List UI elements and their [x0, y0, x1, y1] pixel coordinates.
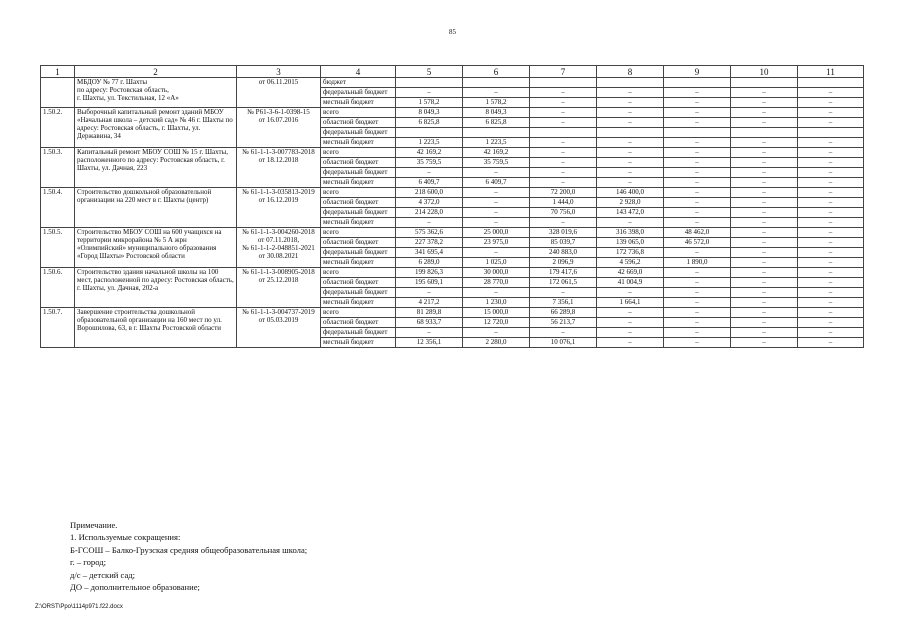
value-cell: – — [798, 118, 864, 128]
value-cell: – — [396, 218, 463, 228]
value-cell: – — [664, 148, 731, 158]
value-cell: 30 000,0 — [463, 268, 530, 278]
value-cell: – — [664, 88, 731, 98]
funding-source: местный бюджет — [321, 178, 396, 188]
value-cell: – — [731, 118, 798, 128]
value-cell: 240 883,0 — [530, 248, 597, 258]
value-cell: – — [463, 328, 530, 338]
value-cell: – — [731, 268, 798, 278]
value-cell: 4 372,0 — [396, 198, 463, 208]
value-cell: – — [463, 248, 530, 258]
col-header: 3 — [237, 66, 321, 78]
value-cell: – — [798, 228, 864, 238]
value-cell: – — [463, 218, 530, 228]
table-row — [41, 108, 864, 118]
col-header: 8 — [597, 66, 664, 78]
value-cell: – — [597, 148, 664, 158]
col-header: 5 — [396, 66, 463, 78]
value-cell: 179 417,6 — [530, 268, 597, 278]
value-cell: 227 378,2 — [396, 238, 463, 248]
value-cell: 4 217,2 — [396, 298, 463, 308]
funding-source: областной бюджет — [321, 318, 396, 328]
value-cell — [463, 78, 530, 88]
page-number: 85 — [449, 28, 456, 36]
value-cell: – — [798, 218, 864, 228]
item-number: 1.50.4. — [41, 188, 75, 228]
table-row — [41, 78, 864, 88]
table-row — [41, 188, 864, 198]
value-cell: 28 770,0 — [463, 278, 530, 288]
value-cell: – — [664, 338, 731, 348]
value-cell: – — [664, 318, 731, 328]
value-cell: – — [664, 208, 731, 218]
value-cell: 218 600,0 — [396, 188, 463, 198]
value-cell: – — [731, 278, 798, 288]
value-cell: – — [463, 288, 530, 298]
value-cell: – — [664, 108, 731, 118]
funding-source: местный бюджет — [321, 258, 396, 268]
value-cell — [731, 78, 798, 88]
value-cell: – — [530, 218, 597, 228]
value-cell: – — [530, 168, 597, 178]
value-cell — [530, 78, 597, 88]
value-cell: – — [798, 188, 864, 198]
item-document: от 06.11.2015 — [237, 78, 321, 108]
funding-source: федеральный бюджет — [321, 208, 396, 218]
value-cell: 25 000,0 — [463, 228, 530, 238]
value-cell: – — [664, 308, 731, 318]
value-cell: – — [798, 88, 864, 98]
value-cell: 172 061,5 — [530, 278, 597, 288]
table-row — [41, 148, 864, 158]
value-cell: – — [396, 328, 463, 338]
value-cell: – — [597, 218, 664, 228]
value-cell: – — [664, 198, 731, 208]
value-cell: – — [664, 248, 731, 258]
value-cell: 42 169,2 — [396, 148, 463, 158]
value-cell: 56 213,7 — [530, 318, 597, 328]
value-cell: – — [731, 258, 798, 268]
funding-source: местный бюджет — [321, 138, 396, 148]
funding-source: местный бюджет — [321, 338, 396, 348]
value-cell: 2 280,0 — [463, 338, 530, 348]
item-name: Строительство МБОУ СОШ на 600 учащихся на территории микрорайона № 5 А жрн «Олимпийский» муниципального образования «Город Шахты» Ростовской области — [75, 228, 237, 268]
value-cell: 15 000,0 — [463, 308, 530, 318]
item-document: № 61-1-1-3-035813-2019 от 16.12.2019 — [237, 188, 321, 228]
value-cell: – — [798, 288, 864, 298]
funding-source: федеральный бюджет — [321, 248, 396, 258]
funding-source: всего — [321, 228, 396, 238]
item-document: № 61-1-1-3-008905-2018 от 25.12.2018 — [237, 268, 321, 308]
value-cell: 1 890,0 — [664, 258, 731, 268]
item-name: Выборочный капитальный ремонт зданий МБОУ «Начальная школа – детский сад» № 46 г. Шахты по адресу: Ростовская область, г. Шахты, ул. Державина, 34 — [75, 108, 237, 148]
funding-source: областной бюджет — [321, 158, 396, 168]
item-name: Строительство дошкольной образовательной организации на 220 мест в г. Шахты (центр) — [75, 188, 237, 228]
value-cell: – — [597, 288, 664, 298]
value-cell: – — [664, 138, 731, 148]
value-cell: 66 289,8 — [530, 308, 597, 318]
item-name: Строительство здания начальной школы на 100 мест, расположенной по адресу: Ростовская область, г. Шахты, ул. Дачная, 202-а — [75, 268, 237, 308]
funding-source: федеральный бюджет — [321, 88, 396, 98]
value-cell: – — [731, 198, 798, 208]
value-cell: 7 356,1 — [530, 298, 597, 308]
value-cell: 8 049,3 — [463, 108, 530, 118]
value-cell: – — [463, 88, 530, 98]
col-header: 6 — [463, 66, 530, 78]
value-cell: – — [664, 278, 731, 288]
value-cell: – — [731, 298, 798, 308]
value-cell: – — [731, 168, 798, 178]
value-cell: 10 076,1 — [530, 338, 597, 348]
value-cell: – — [664, 268, 731, 278]
value-cell: – — [597, 88, 664, 98]
value-cell: – — [664, 218, 731, 228]
value-cell: – — [597, 158, 664, 168]
value-cell: – — [396, 168, 463, 178]
item-number: 1.50.6. — [41, 268, 75, 308]
value-cell: 6 289,0 — [396, 258, 463, 268]
col-header: 2 — [75, 66, 237, 78]
funding-source: областной бюджет — [321, 118, 396, 128]
value-cell: – — [798, 148, 864, 158]
table-row — [41, 308, 864, 318]
value-cell: 316 398,0 — [597, 228, 664, 238]
item-document: № 61-1-1-3-004737-2019 от 05.03.2019 — [237, 308, 321, 348]
col-header: 11 — [798, 66, 864, 78]
value-cell: 1 578,2 — [396, 98, 463, 108]
value-cell: 35 759,5 — [463, 158, 530, 168]
value-cell: 1 444,0 — [530, 198, 597, 208]
value-cell: – — [731, 98, 798, 108]
value-cell: – — [731, 88, 798, 98]
value-cell: – — [597, 138, 664, 148]
funding-source: федеральный бюджет — [321, 328, 396, 338]
value-cell: 41 004,9 — [597, 278, 664, 288]
value-cell: – — [664, 288, 731, 298]
value-cell: – — [731, 148, 798, 158]
value-cell: – — [731, 248, 798, 258]
item-name: МБДОУ № 77 г. Шахты по адресу: Ростовская область, г. Шахты, ул. Текстильная, 12 «А» — [75, 78, 237, 108]
item-number: 1.50.5. — [41, 228, 75, 268]
col-header: 4 — [321, 66, 396, 78]
value-cell: – — [731, 328, 798, 338]
value-cell: 12 720,0 — [463, 318, 530, 328]
value-cell: – — [664, 178, 731, 188]
funding-source: всего — [321, 108, 396, 118]
value-cell: – — [798, 198, 864, 208]
funding-source: областной бюджет — [321, 238, 396, 248]
value-cell: 146 400,0 — [597, 188, 664, 198]
value-cell: 139 065,0 — [597, 238, 664, 248]
value-cell: – — [597, 308, 664, 318]
value-cell: – — [731, 288, 798, 298]
value-cell: 1 223,5 — [396, 138, 463, 148]
value-cell: – — [530, 148, 597, 158]
value-cell: – — [530, 98, 597, 108]
value-cell: 8 049,3 — [396, 108, 463, 118]
notes-line: 1. Используемые сокращения: — [70, 532, 181, 543]
table-header-row — [41, 66, 864, 78]
value-cell: 23 975,0 — [463, 238, 530, 248]
value-cell: 341 695,4 — [396, 248, 463, 258]
value-cell: – — [530, 88, 597, 98]
funding-source: всего — [321, 268, 396, 278]
value-cell: – — [798, 248, 864, 258]
value-cell — [798, 78, 864, 88]
value-cell — [463, 128, 530, 138]
value-cell: 195 609,1 — [396, 278, 463, 288]
notes-section — [70, 519, 307, 593]
funding-source: всего — [321, 188, 396, 198]
value-cell: – — [798, 178, 864, 188]
value-cell: – — [798, 298, 864, 308]
value-cell: 46 572,0 — [664, 238, 731, 248]
value-cell: 35 759,5 — [396, 158, 463, 168]
value-cell: – — [396, 88, 463, 98]
value-cell: – — [530, 118, 597, 128]
col-header: 7 — [530, 66, 597, 78]
value-cell: – — [798, 138, 864, 148]
value-cell: 172 736,8 — [597, 248, 664, 258]
value-cell: – — [731, 318, 798, 328]
value-cell: 6 409,7 — [463, 178, 530, 188]
value-cell: – — [798, 208, 864, 218]
value-cell: – — [463, 168, 530, 178]
notes-title: Примечание. — [70, 520, 118, 530]
value-cell: – — [798, 98, 864, 108]
funding-source: федеральный бюджет — [321, 168, 396, 178]
value-cell: – — [731, 108, 798, 118]
value-cell — [664, 78, 731, 88]
value-cell: – — [530, 138, 597, 148]
value-cell: – — [798, 278, 864, 288]
value-cell: – — [731, 218, 798, 228]
value-cell: 12 356,1 — [396, 338, 463, 348]
value-cell: – — [597, 108, 664, 118]
value-cell: – — [664, 168, 731, 178]
funding-source: федеральный бюджет — [321, 128, 396, 138]
value-cell: – — [396, 288, 463, 298]
value-cell: – — [597, 338, 664, 348]
value-cell: – — [731, 308, 798, 318]
value-cell: 85 039,7 — [530, 238, 597, 248]
value-cell: – — [731, 138, 798, 148]
value-cell: – — [731, 178, 798, 188]
value-cell: 81 289,8 — [396, 308, 463, 318]
value-cell: – — [530, 178, 597, 188]
value-cell: – — [463, 208, 530, 218]
value-cell — [396, 78, 463, 88]
value-cell: – — [798, 318, 864, 328]
value-cell — [530, 128, 597, 138]
value-cell: – — [798, 238, 864, 248]
item-document: № Р61-3-6-1-0398-15 от 16.07.2016 — [237, 108, 321, 148]
value-cell: – — [798, 328, 864, 338]
funding-source: всего — [321, 308, 396, 318]
funding-source: областной бюджет — [321, 198, 396, 208]
value-cell: – — [530, 288, 597, 298]
funding-source: всего — [321, 148, 396, 158]
value-cell: – — [731, 188, 798, 198]
value-cell: – — [664, 298, 731, 308]
value-cell: 6 825,8 — [396, 118, 463, 128]
value-cell: 1 223,5 — [463, 138, 530, 148]
value-cell: – — [597, 328, 664, 338]
value-cell: – — [731, 158, 798, 168]
budget-table — [40, 65, 864, 348]
value-cell: 1 025,0 — [463, 258, 530, 268]
file-path-footer: Z:\ORST\Ppo\1114p971.f22.docx — [35, 604, 123, 610]
funding-source: местный бюджет — [321, 98, 396, 108]
value-cell: – — [798, 158, 864, 168]
funding-source: местный бюджет — [321, 218, 396, 228]
item-number: 1.50.2. — [41, 108, 75, 148]
item-name: Завершение строительства дошкольной образовательной организации на 160 мест по ул. Ворошилова, 63, в г. Шахты Ростовской области — [75, 308, 237, 348]
value-cell: – — [731, 228, 798, 238]
value-cell: – — [463, 188, 530, 198]
col-header: 10 — [731, 66, 798, 78]
value-cell: 143 472,0 — [597, 208, 664, 218]
funding-source: бюджет — [321, 78, 396, 88]
item-number — [41, 78, 75, 108]
value-cell: – — [597, 178, 664, 188]
value-cell — [396, 128, 463, 138]
value-cell: 72 200,0 — [530, 188, 597, 198]
value-cell — [597, 128, 664, 138]
value-cell: – — [597, 98, 664, 108]
value-cell: 68 933,7 — [396, 318, 463, 328]
item-name: Капитальный ремонт МБОУ СОШ № 15 г. Шахты, расположенного по адресу: Ростовская область, г. Шахты, ул. Дачная, 223 — [75, 148, 237, 188]
funding-source: федеральный бюджет — [321, 288, 396, 298]
notes-line: ДО – дополнительное образование; — [70, 582, 200, 593]
value-cell: – — [530, 158, 597, 168]
table-row — [41, 268, 864, 278]
value-cell: – — [798, 258, 864, 268]
table-row — [41, 228, 864, 238]
value-cell: – — [731, 338, 798, 348]
value-cell: – — [664, 98, 731, 108]
value-cell: – — [664, 158, 731, 168]
value-cell: – — [597, 118, 664, 128]
value-cell: 6 825,8 — [463, 118, 530, 128]
value-cell: – — [798, 308, 864, 318]
value-cell: 1 664,1 — [597, 298, 664, 308]
value-cell: 1 230,0 — [463, 298, 530, 308]
value-cell: – — [664, 118, 731, 128]
funding-source: местный бюджет — [321, 298, 396, 308]
value-cell — [597, 78, 664, 88]
value-cell: – — [798, 168, 864, 178]
value-cell: 214 228,0 — [396, 208, 463, 218]
value-cell: – — [798, 338, 864, 348]
col-header: 9 — [664, 66, 731, 78]
value-cell — [664, 128, 731, 138]
value-cell: – — [530, 328, 597, 338]
value-cell: 70 756,0 — [530, 208, 597, 218]
item-document: № 61-1-1-3-007783-2018 от 18.12.2018 — [237, 148, 321, 188]
value-cell: – — [798, 268, 864, 278]
value-cell: 2 928,0 — [597, 198, 664, 208]
value-cell: – — [664, 188, 731, 198]
value-cell: – — [731, 238, 798, 248]
value-cell: – — [597, 318, 664, 328]
value-cell: – — [798, 108, 864, 118]
funding-source: областной бюджет — [321, 278, 396, 288]
value-cell: – — [731, 208, 798, 218]
value-cell: – — [664, 328, 731, 338]
item-document: № 61-1-1-3-004260-2018 от 07.11.2018, № 61-1-1-2-048851-2021 от 30.08.2021 — [237, 228, 321, 268]
notes-line: Б-ГСОШ – Балко-Грузская средняя общеобразовательная школа; — [70, 544, 308, 555]
value-cell — [731, 128, 798, 138]
value-cell: 575 362,6 — [396, 228, 463, 238]
col-header: 1 — [41, 66, 75, 78]
value-cell — [798, 128, 864, 138]
value-cell: 328 019,6 — [530, 228, 597, 238]
value-cell: 48 462,0 — [664, 228, 731, 238]
value-cell: – — [597, 168, 664, 178]
value-cell: 2 096,9 — [530, 258, 597, 268]
value-cell: – — [530, 108, 597, 118]
notes-line: г. – город; — [70, 557, 107, 568]
value-cell: 4 596,2 — [597, 258, 664, 268]
value-cell: 6 409,7 — [396, 178, 463, 188]
value-cell: 42 169,2 — [463, 148, 530, 158]
notes-line: д/с – детский сад; — [70, 569, 136, 580]
value-cell: – — [463, 198, 530, 208]
item-number: 1.50.7. — [41, 308, 75, 348]
item-number: 1.50.3. — [41, 148, 75, 188]
value-cell: 1 578,2 — [463, 98, 530, 108]
value-cell: 199 826,3 — [396, 268, 463, 278]
value-cell: 42 669,0 — [597, 268, 664, 278]
